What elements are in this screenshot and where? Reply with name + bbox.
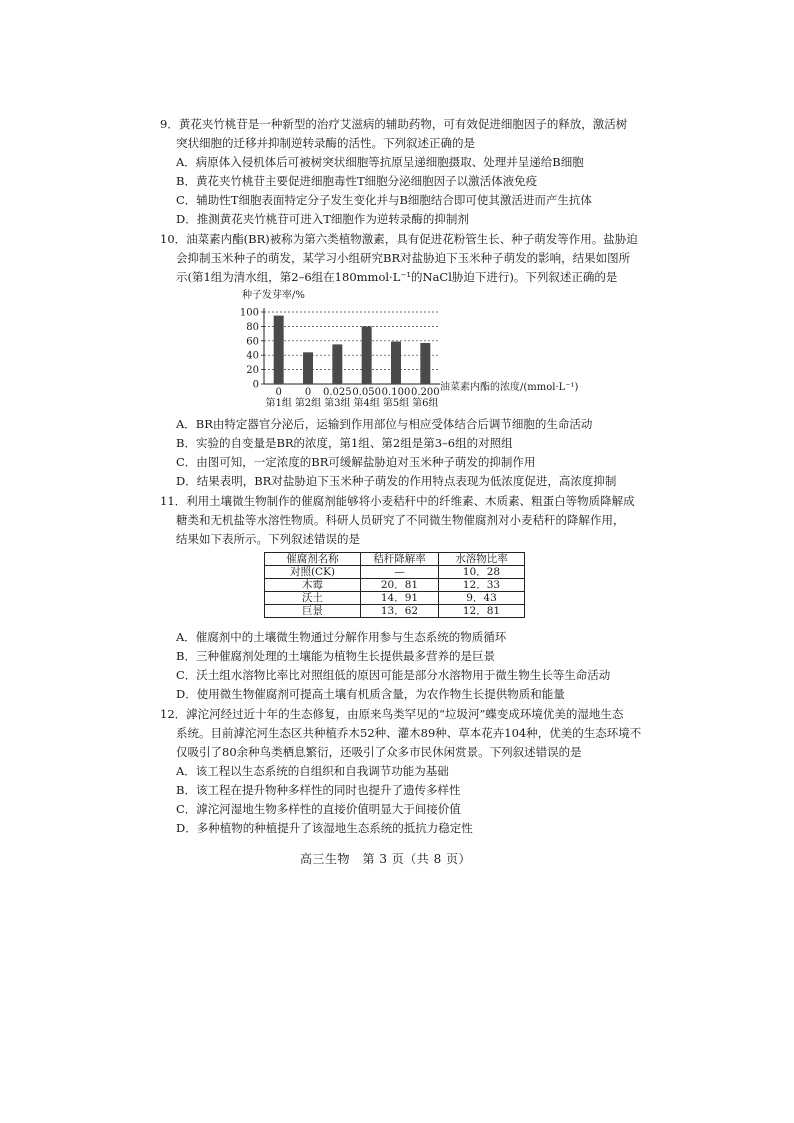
- chart-xlabel: 油菜素内酯的浓度/(mmol·L⁻¹): [440, 382, 579, 393]
- q10-option-c: C．由图可知，一定浓度的BR可缓解盐胁迫对玉米种子萌发的抑制作用: [176, 455, 536, 469]
- q10-option-d: D．结果表明，BR对盐胁迫下玉米种子萌发的作用特点表现为低浓度促进，高浓度抑制: [176, 474, 617, 488]
- chart-bar: [303, 352, 313, 384]
- chart-x-tick-label: 0.100: [381, 387, 411, 398]
- q12-option-c: C．滹沱河湿地生物多样性的直接价值明显大于间接价值: [176, 802, 461, 816]
- table-cell: 12．33: [439, 579, 525, 592]
- table-row: [265, 566, 525, 579]
- chart-bar: [362, 326, 372, 384]
- q10-option-b: B．实验的自变量是BR的浓度，第1组、第2组是第3–6组的对照组: [176, 436, 513, 450]
- chart-y-tick-label: 100: [239, 307, 259, 319]
- table-row: [265, 605, 525, 618]
- chart-group-label: 第1组: [265, 398, 292, 408]
- q11-stem-line-2: 糖类和无机盐等水溶性物质。科研人员研究了不同微生物催腐剂对小麦秸秆的降解作用，: [176, 513, 625, 527]
- q12-option-a: A．该工程以生态系统的自组织和自我调节功能为基础: [176, 764, 449, 778]
- q12-stem-line-3: 仅吸引了80余种鸟类栖息繁衍，还吸引了众多市民休闲赏景。下列叙述错误的是: [176, 745, 582, 759]
- table-cell: 12．81: [439, 605, 525, 618]
- table-header: 水溶物比率: [439, 553, 525, 566]
- chart-bar: [420, 343, 430, 384]
- q12-stem-line-1: 12．滹沱河经过近十年的生态修复，由原来鸟类罕见的“垃圾河”蝶变成环境优美的湿地生态: [160, 707, 624, 721]
- chart-x-ticks: [275, 387, 439, 398]
- q9-option-d: D．推测黄花夹竹桃苷可进入T细胞作为逆转录酶的抑制剂: [176, 212, 469, 226]
- table-cell: 20．81: [361, 579, 439, 592]
- table-row: [265, 592, 525, 605]
- table-cell: 9．43: [439, 592, 525, 605]
- chart-group-label: 第2组: [294, 398, 322, 408]
- q9-stem-line-1: 9．黄花夹竹桃苷是一种新型的治疗艾滋病的辅助药物，可有效促进细胞因子的释放，激活树: [160, 117, 628, 131]
- q11-option-c: C．沃土组水溶物比率比对照组低的原因可能是部分水溶物用于微生物生长等生命活动: [176, 668, 611, 682]
- table-cell: 木霉: [265, 579, 361, 592]
- chart-x-tick-label: 0: [304, 387, 312, 398]
- q11-stem-line-1: 11．利用土壤微生物制作的催腐剂能够将小麦秸秆中的纤维素、木质素、粗蛋白等物质降解成: [160, 494, 635, 508]
- table-cell: 10．28: [439, 566, 525, 579]
- chart-bars: [274, 316, 431, 384]
- table-header-row: [265, 553, 525, 566]
- chart-x-tick-label: 0.050: [352, 387, 381, 398]
- chart-y-tick-label: 0: [252, 379, 259, 391]
- q9-option-c: C．辅助性T细胞表面特定分子发生变化并与B细胞结合即可使其激活进而产生抗体: [176, 193, 592, 207]
- chart-y-ticks: [240, 308, 259, 391]
- q9-stem-line-2: 突状细胞的迁移并抑制逆转录酶的活性。下列叙述正确的是: [176, 136, 475, 150]
- chart-x-tick-label: 0: [275, 387, 282, 398]
- chart-axes: [261, 308, 440, 384]
- q12-option-b: B．该工程在提升物种多样性的同时也提升了遗传多样性: [176, 783, 461, 797]
- table-header: 催腐剂名称: [265, 553, 361, 566]
- table-cell: 对照(CK): [265, 566, 361, 579]
- table-cell: 14．91: [361, 592, 439, 605]
- q10-stem-line-3: 示(第1组为清水组，第2–6组在180mmol·L⁻¹的NaCl胁迫下进行)。下列叙述正确的是: [176, 270, 618, 284]
- table-cell: 沃土: [265, 592, 361, 605]
- chart-bar: [391, 342, 401, 384]
- germination-bar-chart: [228, 288, 588, 408]
- table-cell: 巨景: [265, 605, 361, 618]
- q9-option-a: A．病原体入侵机体后可被树突状细胞等抗原呈递细胞摄取、处理并呈递给B细胞: [176, 155, 584, 169]
- page-footer: 高三生物 第 3 页（共 8 页）: [300, 852, 472, 866]
- chart-y-tick-label: 60: [246, 336, 259, 348]
- chart-y-tick-label: 20: [246, 365, 259, 377]
- chart-x-tick-label: 0.200: [411, 387, 440, 398]
- table-row: [265, 579, 525, 592]
- chart-group-label: 第3组: [324, 398, 351, 408]
- chart-y-tick-label: 40: [246, 350, 259, 362]
- q11-option-d: D．使用微生物催腐剂可提高土壤有机质含量，为农作物生长提供物质和能量: [176, 687, 565, 701]
- q10-stem-line-2: 会抑制玉米种子的萌发，某学习小组研究BR对盐胁迫下玉米种子萌发的影响，结果如图所: [176, 251, 631, 265]
- chart-group-label: 第5组: [382, 398, 410, 408]
- table-cell: 13．62: [361, 605, 439, 618]
- table-cell: —: [361, 566, 439, 579]
- q11-option-a: A．催腐剂中的土壤微生物通过分解作用参与生态系统的物质循环: [176, 630, 507, 644]
- q11-stem-line-3: 结果如下表所示。下列叙述错误的是: [176, 532, 360, 546]
- chart-group-label: 第6组: [412, 398, 439, 408]
- table-header: 秸秆降解率: [361, 553, 439, 566]
- q10-stem-line-1: 10．油菜素内酯(BR)被称为第六类植物激素，具有促进花粉管生长、种子萌发等作用。盐胁迫: [160, 232, 638, 246]
- chart-y-tick-label: 80: [246, 321, 259, 333]
- chart-bar: [332, 344, 342, 384]
- q10-option-a: A．BR由特定器官分泌后，运输到作用部位与相应受体结合后调节细胞的生命活动: [176, 417, 593, 431]
- chart-x-tick-label: 0.025: [323, 387, 352, 398]
- chart-ylabel: 种子发芽率/%: [242, 290, 305, 301]
- decomposition-table: [264, 552, 525, 618]
- q12-stem-line-2: 系统。目前滹沱河生态区共种植乔木52种、灌木89种、草本花卉104种，优美的生态环境不: [176, 726, 642, 740]
- q11-option-b: B．三种催腐剂处理的土壤能为植物生长提供最多营养的是巨景: [176, 649, 495, 663]
- q9-option-b: B．黄花夹竹桃苷主要促进细胞毒性T细胞分泌细胞因子以激活体液免疫: [176, 174, 538, 188]
- chart-group-label: 第4组: [353, 398, 380, 408]
- chart-bar: [274, 316, 284, 384]
- q12-option-d: D．多种植物的种植提升了该湿地生态系统的抵抗力稳定性: [176, 821, 473, 835]
